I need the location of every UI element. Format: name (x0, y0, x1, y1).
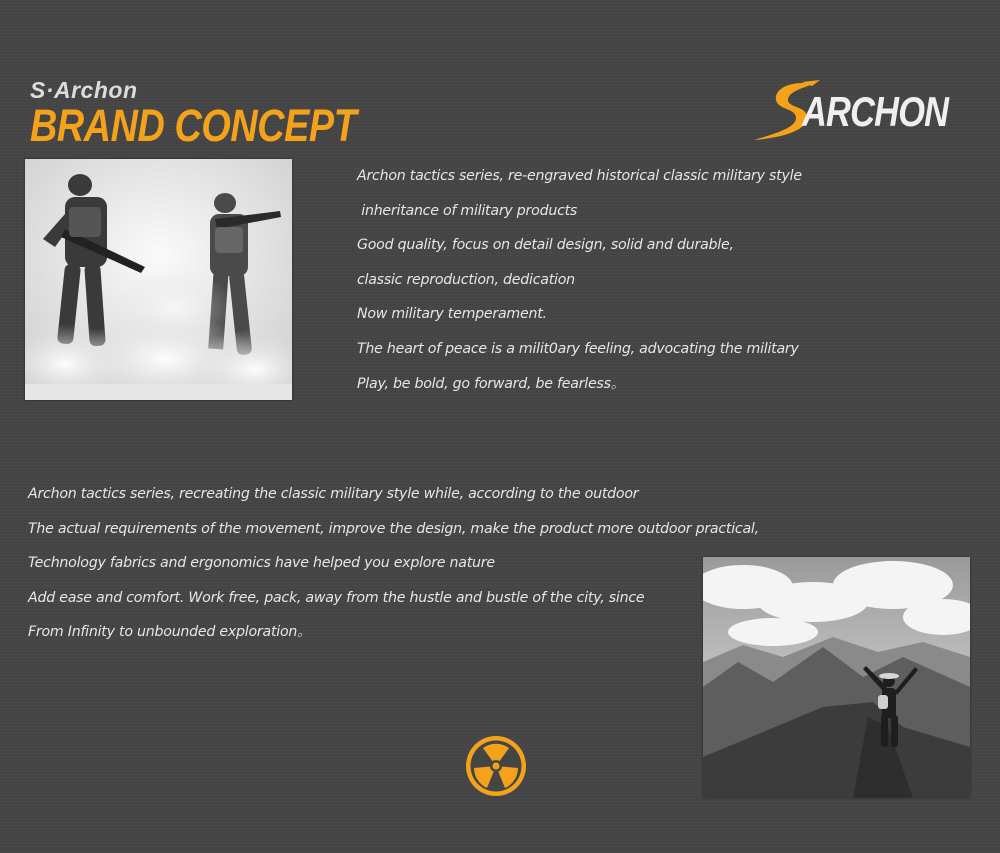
archon-logo (752, 78, 957, 144)
paragraph-line: Archon tactics series, recreating the classic military style while, according to the outdoor (28, 486, 639, 502)
paragraph-line: inheritance of military products (357, 202, 578, 219)
paragraph-line: From Infinity to unbounded exploration。 (28, 624, 312, 641)
logo-wordmark: ARCHON (802, 88, 949, 135)
paragraph-line: Technology fabrics and ergonomics have helped you explore nature (28, 555, 495, 572)
paragraph-line: Now military temperament. (357, 306, 547, 323)
header (30, 76, 419, 151)
paragraph-line: The heart of peace is a milit0ary feeling, advocating the military (357, 340, 799, 357)
brand-paragraph-1 (357, 159, 802, 401)
mountain-photo (703, 557, 970, 798)
soldiers-photo (25, 159, 292, 400)
paragraph-line: Play, be bold, go forward, be fearless。 (357, 375, 625, 392)
triskelion-emblem-icon (463, 733, 529, 799)
paragraph-line: classic reproduction, dedication (357, 271, 575, 288)
paragraph-line: The actual requirements of the movement, improve the design, make the product more outdoor practical, (28, 520, 759, 537)
paragraph-line: Add ease and comfort. Work free, pack, away from the hustle and bustle of the city, since (28, 589, 645, 606)
footer-emblem (463, 733, 529, 803)
hiker-on-mountain-image (703, 557, 970, 798)
brand-concept-title: BRAND CONCEPT (30, 100, 357, 151)
paragraph-line: Archon tactics series, re-engraved historical classic military style (357, 168, 802, 184)
brand-subtitle: S·Archon (30, 77, 138, 103)
soldiers-in-smoke-image (25, 159, 292, 400)
paragraph-line: Good quality, focus on detail design, solid and durable, (357, 237, 734, 254)
brand-paragraph-2 (28, 477, 759, 650)
